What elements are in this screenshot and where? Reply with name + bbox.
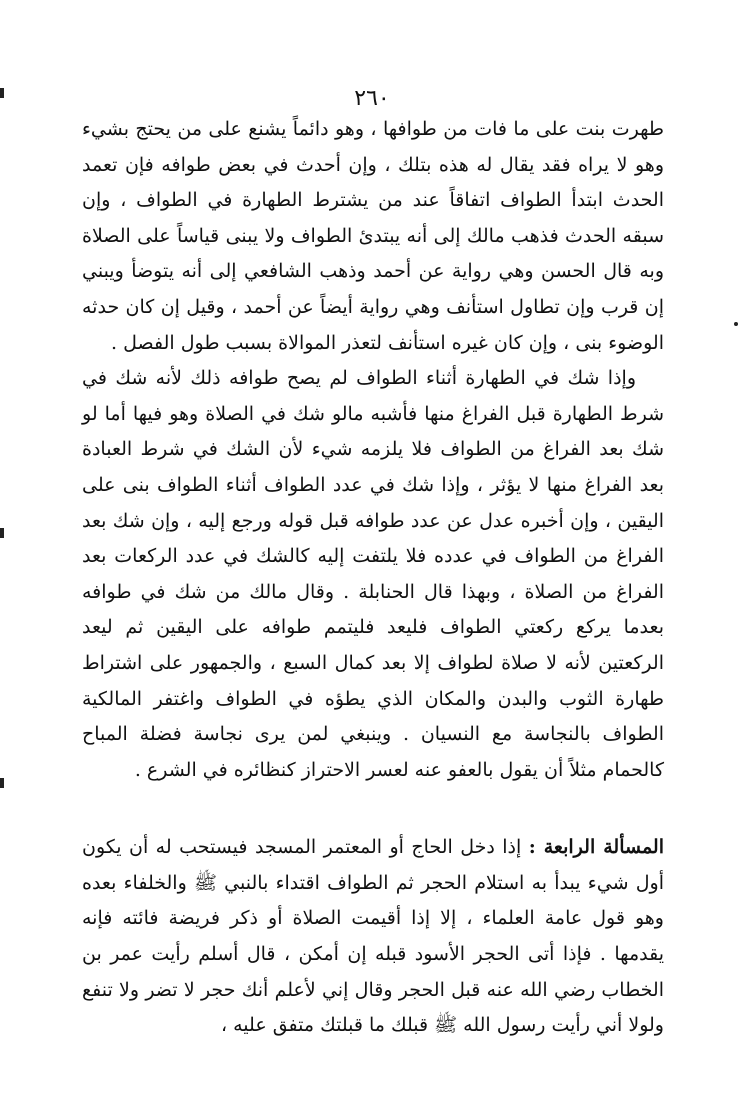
paragraph: وإذا شك في الطهارة أثناء الطواف لم يصح طوافه ذلك لأنه شك في شرط الطهارة قبل الفراغ منها فأشبه مالو شك في الصلاة وهو فيها أما لو شك بعد الفراغ من الطواف فلا يلزمه شيء لأن الشك في شرط العبادة بعد الفراغ منها لا يؤثر ، وإذا شك في عدد الطواف أثناء الطواف بنى على اليقين ، وإن أخبره عدل عن عدد طوافه قبل قوله ورجع إليه ، وإن شك بعد الفراغ من الطواف في عدده فلا يلتفت إليه كالشك في عدد الركعات بعد الفراغ من الصلاة ، وبهذا قال الحنابلة . وقال مالك من شك في طوافه بعدما يركع ركعتي الطواف فليعد فليتمم طوافه على اليقين ثم ليعد الركعتين لأنه لا صلاة لطواف إلا بعد كمال السبع ، والجمهور على اشتراط طهارة الثوب والبدن والمكان الذي يطؤه في الطواف واغتفر المالكية الطواف بالنجاسة مع النسيان . وينبغي لمن يرى نجاسة فضلة المباح كالحمام مثلاً أن يقول بالعفو عنه لعسر الاحتراز كنظائره في الشرع . — [82, 367, 664, 781]
section-heading: المسألة الرابعة : — [528, 836, 665, 859]
body-text — [82, 112, 664, 1044]
scan-edge-mark — [0, 778, 4, 788]
section-text: إذا دخل الحاج أو المعتمر المسجد فيستحب له أن يكون أول شيء يبدأ به استلام الحجر ثم الطواف اقتداء بالنبي ﷺ والخلفاء بعده وهو قول عامة العلماء ، إلا إذا أقيمت الصلاة أو ذكر فريضة فائته فإنه يقدمها . فإذا أتى الحجر الأسود قبله إن أمكن ، قال أسلم رأيت عمر بن الخطاب رضي الله عنه قبل الحجر وقال إني لأعلم أنك حجر لا تضر ولا تنفع ولولا أني رأيت رسول الله ﷺ قبلك ما قبلتك متفق عليه ، — [82, 836, 664, 1037]
page-number: ٢٦٠ — [354, 86, 390, 111]
section-paragraph — [82, 830, 664, 1044]
scan-edge-mark — [0, 528, 4, 538]
scan-edge-mark — [734, 322, 738, 326]
paragraph: طهرت بنت على ما فات من طوافها ، وهو دائماً يشنع على من يحتج بشيء وهو لا يراه فقد يقال له هذه بتلك ، وإن أحدث في بعض طوافه فإن تعمد الحدث ابتدأ الطواف اتفاقاً عند من يشترط الطهارة في الطواف ، وإن سبقه الحدث فذهب مالك إلى أنه يبتدئ الطواف ولا يبنى قياساً على الصلاة وبه قال الحسن وهي رواية عن أحمد وذهب الشافعي إلى أنه يتوضأ ويبني إن قرب وإن تطاول استأنف وهي رواية أيضاً عن أحمد ، وقيل إن كان حدثه الوضوء بنى ، وإن كان غيره استأنف لتعذر الموالاة بسبب طول الفصل . — [82, 118, 664, 354]
scan-edge-mark — [0, 88, 4, 98]
